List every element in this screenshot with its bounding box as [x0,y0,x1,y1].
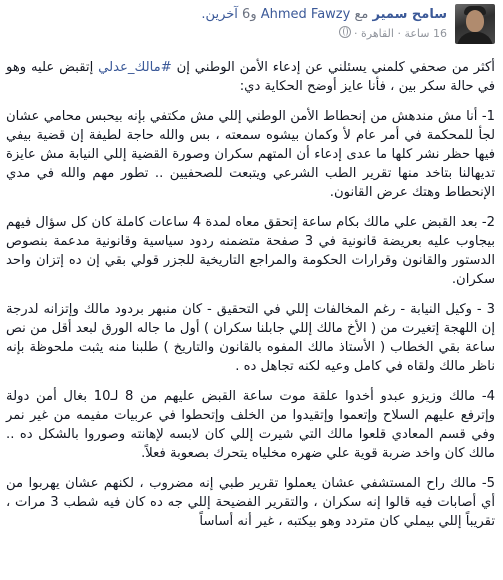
meta-separator: · [397,27,401,40]
tagged-friend[interactable]: Ahmed Fawzy [260,7,351,22]
author-name[interactable]: سامح سمير [372,7,447,22]
post-time[interactable]: 16 ساعة [404,27,447,40]
globe-icon[interactable] [339,26,351,38]
avatar-shoulders [457,32,493,44]
post-paragraph-3: 3 - وكيل النيابة - رغم المخالفات إللي في التحقيق - كان منبهر بردود مالك وإتزانه لدرجة إن اللهجة إتغيرت من ( الأخ مالك إللي جابلنا سكران ) أول ما جاله الورق لبعد أقل من نص ساعة بقي الخطاب ( الأستاذ مالك المفوه بالقانون والتاريخ ) طلبنا منه يثبت ملحوظة بإنه ناظر مالك ولقاه في كامل وعيه لكنه تجاهل ده . [6,302,495,374]
post-paragraph-5: 5- مالك راح المستشفي عشان يعملوا تقرير طبي إنه مضروب ، لكنهم عشان يهربوا من أي أصابات فيه قالوا إنه سكران ، والتقرير الفضيحة إللي جه ده كان فيه شطب 3 مرات ، تقريباً إللي بيملي كان متردد وهو بيكتبه ، غير أنه أساساً [6,476,496,529]
post-paragraph-4: 4- مالك وزيزو عبدو أخدوا علقة موت ساعة القبض عليهم من 8 لـ10 بغال أمن دولة وإترفع عليهم السلاح وإتعموا وإتقيدوا من الخلف وإتحطوا في عربيات مفيمه من غير نمر وفي قسم المعادي قلعوا مالك التي شيرت إللي كان لابسه لإهانته وصوروا بالشكل ده .. مالك كان واخد ضربة قوية علي ضهره مخلياه يتحرك بصعوبة فعلاً. [6,389,495,461]
post-header [5,4,495,48]
post-intro [6,58,495,96]
hashtag-link[interactable]: #مالك_عدلي [98,60,172,75]
intro-before: أكثر من صحفي كلمني يسئلني عن إدعاء الأمن الوطني إن [176,60,495,75]
author-line [201,7,447,22]
and-count: و6 [242,7,257,22]
with-word: مع [354,7,369,22]
post-paragraph-2: 2- بعد القبض علي مالك بكام ساعة إتحقق معاه لمدة 4 ساعات كاملة كان كل سؤال فيهم بيجاوب عليه بعريضة قانونية في 3 صفحة متضمنه ردود سياسية وقانونية مدعمة بنصوص الدستور والقانون وقرارات الحكومة والمراجع التاريخية للجزر قولي بقي إن ده إتزان واحد سكران. [6,215,496,287]
avatar-face [466,10,484,32]
post-meta [339,26,448,40]
post-location[interactable]: القاهرة [361,27,394,40]
tagged-others[interactable]: آخرين. [201,7,238,22]
intro-after: إتقبض عليه وهو في حالة سكر بين ، فأنا عايز أوضح الحكاية دي: [6,60,495,94]
author-avatar[interactable] [455,4,495,44]
post-paragraph-1: 1- أنا مش مندهش من إنحطاط الأمن الوطني إللي مش مكتفي بإنه بيحبس محامي عشان لجأ للمحكمة في أمر عام لأ وكمان بيشوه سمعته ، بس والله حاجة لطيفة إن قضية بيفي فيها حظر نشر كلها ما عدى إدعاء أن المتهم سكران وصورة القضية إللي النيابة مش عايزة تديهالنا بتاخد منها تقرير الطب الشرعي ويتبعت للصحفيين .. تطور مهم والله في مدي الإنحطاط وهتك عرض القانون. [6,109,495,200]
meta-separator-2: · [354,27,358,40]
post-body [6,58,495,542]
